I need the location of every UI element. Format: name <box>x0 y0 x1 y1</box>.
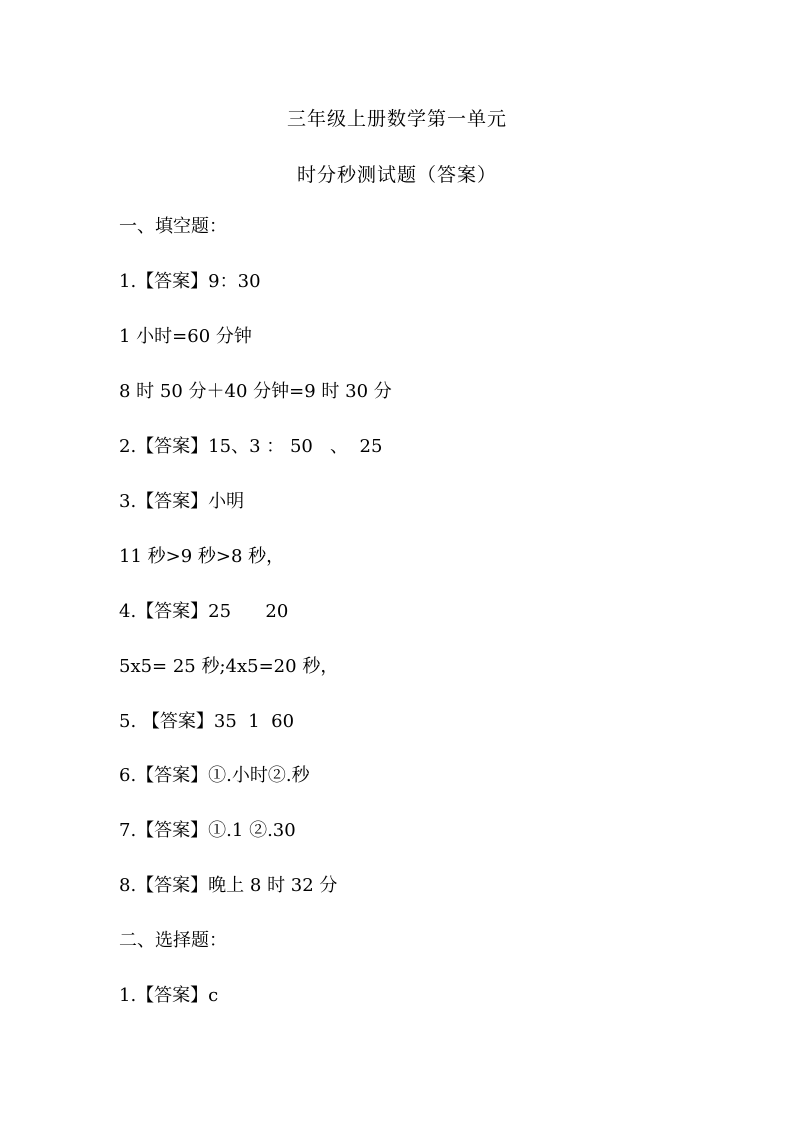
explanation-line-3: 11 秒>9 秒>8 秒， <box>119 546 285 567</box>
document-title: 三年级上册数学第一单元 <box>286 108 507 130</box>
answer-line-3: 3.【答案】小明 <box>119 491 245 512</box>
answer-line-4: 4.【答案】25 20 <box>119 601 289 622</box>
answer-line-7: 7.【答案】①.1 ②.30 <box>119 820 296 841</box>
explanation-line-1b: 8 时 50 分＋40 分钟=9 时 30 分 <box>119 381 392 402</box>
document-subtitle: 时分秒测试题（答案） <box>296 164 497 186</box>
answer-line-6: 6.【答案】①.小时②.秒 <box>119 765 310 786</box>
answer-line-8: 8.【答案】晚上 8 时 32 分 <box>119 875 338 896</box>
section-heading-multiple-choice: 二、选择题： <box>119 930 227 951</box>
choice-answer-line-1: 1.【答案】c <box>119 985 219 1006</box>
explanation-line-1a: 1 小时=60 分钟 <box>119 326 252 347</box>
section-heading-fill-in: 一、填空题： <box>119 216 227 237</box>
answer-line-2: 2.【答案】15、3 ： 50 、 25 <box>119 436 383 457</box>
explanation-line-4: 5x5= 25 秒;4x5=20 秒， <box>119 656 339 677</box>
answer-line-1: 1.【答案】9：30 <box>119 271 261 292</box>
answer-line-5: 5. 【答案】35 1 60 <box>119 711 295 732</box>
